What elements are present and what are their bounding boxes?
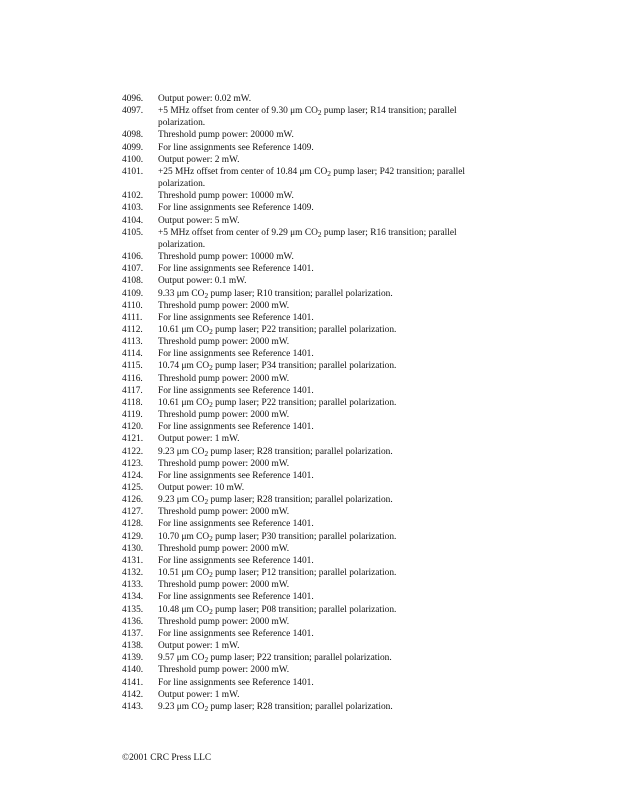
note-text-part: pump laser; P22 transition; parallel polarization. (212, 397, 397, 408)
note-number: 4110. (122, 300, 143, 311)
note-number (122, 239, 158, 251)
note-item (122, 336, 512, 348)
note-item (122, 628, 512, 640)
note-number (122, 178, 158, 190)
note-item (122, 397, 512, 409)
note-text: polarization. (158, 239, 206, 250)
note-number: 4109. (122, 288, 144, 299)
note-item (122, 154, 512, 166)
note-text: Threshold pump power: 2000 mW. (158, 616, 290, 627)
note-item (122, 518, 512, 530)
note-text: For line assignments see Reference 1401. (158, 349, 314, 360)
note-item (122, 251, 512, 263)
note-item (122, 142, 512, 154)
note-text: For line assignments see Reference 1401. (158, 519, 314, 530)
note-item (122, 458, 512, 470)
note-number: 4105. (122, 227, 144, 238)
note-text: For line assignments see Reference 1409. (158, 142, 314, 153)
note-number: 4103. (122, 203, 144, 214)
note-number: 4101. (122, 166, 144, 177)
note-text: Threshold pump power: 2000 mW. (158, 665, 290, 676)
note-text (158, 288, 512, 300)
note-text (158, 531, 512, 543)
note-number: 4126. (122, 495, 144, 506)
note-text: Threshold pump power: 2000 mW. (158, 580, 290, 591)
note-text-part: pump laser; R28 transition; parallel polarization. (208, 446, 393, 457)
note-text (158, 604, 512, 616)
note-text (158, 701, 512, 713)
note-text-part: pump laser; P30 transition; parallel polarization. (212, 531, 397, 542)
note-text: For line assignments see Reference 1401. (158, 385, 314, 396)
note-item (122, 543, 512, 555)
note-text: Threshold pump power: 20000 mW. (158, 130, 294, 141)
note-text-part: pump laser; P22 transition; parallel polarization. (212, 324, 397, 335)
note-number: 4128. (122, 519, 144, 530)
note-text: polarization. (158, 118, 206, 129)
note-number: 4096. (122, 94, 144, 104)
subscript: 2 (327, 168, 331, 178)
note-item (122, 689, 512, 701)
note-number: 4143. (122, 701, 144, 712)
note-text: For line assignments see Reference 1401. (158, 555, 314, 566)
note-number: 4129. (122, 531, 144, 542)
note-number: 4115. (122, 361, 143, 372)
note-item (122, 129, 512, 141)
note-text: Output power: 0.1 mW. (158, 276, 247, 287)
note-item (122, 215, 512, 227)
note-item (122, 227, 512, 239)
note-item (122, 433, 512, 445)
note-text (158, 105, 512, 117)
note-number: 4123. (122, 458, 144, 469)
note-text-part: pump laser; P08 transition; parallel polarization. (212, 604, 397, 615)
note-number: 4113. (122, 337, 143, 348)
note-item (122, 506, 512, 518)
note-text-part: pump laser; R16 transition; parallel (321, 227, 457, 238)
note-text: For line assignments see Reference 1401. (158, 592, 314, 603)
note-number: 4142. (122, 689, 144, 700)
note-number: 4106. (122, 252, 144, 263)
note-item (122, 470, 512, 482)
note-text-part: 9.57 μm CO (158, 653, 205, 664)
note-number: 4132. (122, 568, 144, 579)
note-item (122, 202, 512, 214)
note-number: 4117. (122, 385, 143, 396)
note-item (122, 263, 512, 275)
note-text: For line assignments see Reference 1401. (158, 422, 314, 433)
note-text: For line assignments see Reference 1401. (158, 628, 314, 639)
note-text: Output power: 10 mW. (158, 483, 245, 493)
note-item (122, 591, 512, 603)
note-text-part: +25 MHz offset from center of 10.84 μm CO (158, 166, 328, 177)
note-number: 4104. (122, 215, 144, 226)
note-text: Output power: 5 mW. (158, 215, 240, 226)
subscript: 2 (209, 399, 213, 409)
note-text-part: 10.51 μm CO (158, 568, 210, 579)
subscript: 2 (209, 533, 213, 543)
note-text (158, 397, 512, 409)
note-item (122, 300, 512, 312)
note-text (158, 227, 512, 239)
note-number: 4133. (122, 580, 144, 591)
note-item (122, 348, 512, 360)
note-number: 4137. (122, 628, 144, 639)
note-text-part: 9.23 μm CO (158, 701, 205, 712)
note-number: 4127. (122, 507, 144, 518)
note-text: Threshold pump power: 2000 mW. (158, 373, 290, 384)
note-text: For line assignments see Reference 1401. (158, 677, 314, 688)
note-item (122, 531, 512, 543)
note-text (158, 360, 512, 372)
note-text: polarization. (158, 179, 206, 190)
subscript: 2 (209, 363, 213, 373)
note-number: 4124. (122, 470, 144, 481)
note-text: Threshold pump power: 2000 mW. (158, 507, 290, 518)
subscript: 2 (204, 290, 209, 300)
note-text-part: pump laser; P12 transition; parallel polarization. (212, 568, 397, 579)
note-item (122, 166, 512, 178)
note-text-part: +5 MHz offset from center of 9.29 μm CO (158, 227, 318, 238)
note-number: 4138. (122, 641, 144, 652)
note-item (122, 421, 512, 433)
note-number: 4131. (122, 555, 144, 566)
note-continuation (122, 239, 512, 251)
note-item (122, 482, 512, 494)
note-number: 4114. (122, 349, 143, 360)
note-number: 4140. (122, 665, 144, 676)
subscript: 2 (209, 326, 213, 336)
note-number: 4119. (122, 410, 143, 421)
note-item (122, 640, 512, 652)
note-item (122, 677, 512, 689)
note-item (122, 385, 512, 397)
note-text-part: pump laser; R28 transition; parallel polarization. (208, 495, 393, 506)
note-item (122, 288, 512, 300)
note-number: 4121. (122, 434, 144, 445)
note-number: 4111. (122, 312, 143, 323)
note-text: Output power: 1 mW. (158, 641, 240, 652)
note-number: 4136. (122, 616, 144, 627)
note-item (122, 409, 512, 421)
note-item (122, 93, 512, 105)
note-text-part: 10.48 μm CO (158, 604, 210, 615)
note-text-part: +5 MHz offset from center of 9.30 μm CO (158, 106, 318, 117)
note-text (158, 166, 512, 178)
note-text: Threshold pump power: 2000 mW. (158, 458, 290, 469)
note-text (158, 324, 512, 336)
note-text (158, 446, 512, 458)
note-item (122, 579, 512, 591)
note-number: 4107. (122, 264, 144, 275)
notes-list (122, 93, 512, 713)
note-text-part: 9.23 μm CO (158, 495, 205, 506)
note-number: 4134. (122, 592, 144, 603)
subscript: 2 (317, 107, 322, 117)
note-text: Output power: 0.02 mW. (158, 94, 252, 104)
note-number: 4141. (122, 677, 144, 688)
note-item (122, 664, 512, 676)
note-text: Output power: 1 mW. (158, 689, 240, 700)
note-text-part: 10.70 μm CO (158, 531, 210, 542)
note-number (122, 117, 158, 129)
note-item (122, 701, 512, 713)
note-text-part: 9.23 μm CO (158, 446, 205, 457)
note-number: 4097. (122, 106, 144, 117)
note-text: For line assignments see Reference 1401. (158, 264, 314, 275)
note-text: Threshold pump power: 2000 mW. (158, 410, 290, 421)
note-item (122, 446, 512, 458)
note-item (122, 312, 512, 324)
note-item (122, 616, 512, 628)
note-number: 4108. (122, 276, 144, 287)
subscript: 2 (204, 448, 209, 458)
note-text-part: pump laser; P22 transition; parallel polarization. (208, 653, 392, 664)
subscript: 2 (204, 703, 209, 713)
note-text-part: pump laser; R14 transition; parallel (321, 106, 457, 117)
note-number: 4102. (122, 191, 144, 202)
note-number: 4125. (122, 483, 144, 493)
note-item (122, 373, 512, 385)
subscript: 2 (204, 496, 209, 506)
note-text: Threshold pump power: 10000 mW. (158, 191, 294, 202)
note-item (122, 567, 512, 579)
note-item (122, 555, 512, 567)
note-text: Output power: 1 mW. (158, 434, 240, 445)
note-text: For line assignments see Reference 1401. (158, 312, 314, 323)
note-item (122, 324, 512, 336)
note-text (158, 652, 512, 664)
note-item (122, 190, 512, 202)
note-item (122, 494, 512, 506)
note-item (122, 604, 512, 616)
note-text: For line assignments see Reference 1401. (158, 470, 314, 481)
note-item (122, 360, 512, 372)
subscript: 2 (317, 229, 322, 239)
note-number: 4116. (122, 373, 143, 384)
note-text: Threshold pump power: 2000 mW. (158, 543, 290, 554)
note-text-part: 9.33 μm CO (158, 288, 205, 299)
note-text (158, 494, 512, 506)
note-text: For line assignments see Reference 1409. (158, 203, 314, 214)
note-number: 4098. (122, 130, 144, 141)
note-text-part: pump laser; R28 transition; parallel polarization. (208, 701, 393, 712)
note-number: 4120. (122, 422, 144, 433)
note-number: 4135. (122, 604, 144, 615)
note-number: 4118. (122, 397, 143, 408)
note-number: 4139. (122, 653, 144, 664)
note-number: 4122. (122, 446, 144, 457)
subscript: 2 (209, 569, 213, 579)
note-text-part: 10.61 μm CO (158, 397, 210, 408)
note-text: Threshold pump power: 2000 mW. (158, 337, 290, 348)
note-text-part: 10.61 μm CO (158, 324, 210, 335)
note-text (158, 567, 512, 579)
note-number: 4112. (122, 324, 143, 335)
copyright-footer: ©2001 CRC Press LLC (122, 753, 212, 763)
note-number: 4100. (122, 154, 144, 165)
note-text: Output power: 2 mW. (158, 154, 240, 165)
subscript: 2 (209, 606, 213, 616)
note-item (122, 275, 512, 287)
note-text-part: pump laser; P42 transition; parallel (330, 166, 465, 177)
note-text-part: pump laser; P34 transition; parallel polarization. (212, 361, 397, 372)
note-number: 4130. (122, 543, 144, 554)
note-item (122, 652, 512, 664)
subscript: 2 (204, 655, 209, 665)
note-continuation (122, 178, 512, 190)
note-continuation (122, 117, 512, 129)
note-number: 4099. (122, 142, 144, 153)
note-text: Threshold pump power: 2000 mW. (158, 300, 290, 311)
note-text-part: pump laser; R10 transition; parallel polarization. (208, 288, 393, 299)
note-text: Threshold pump power: 10000 mW. (158, 252, 294, 263)
note-item (122, 105, 512, 117)
note-text-part: 10.74 μm CO (158, 361, 210, 372)
